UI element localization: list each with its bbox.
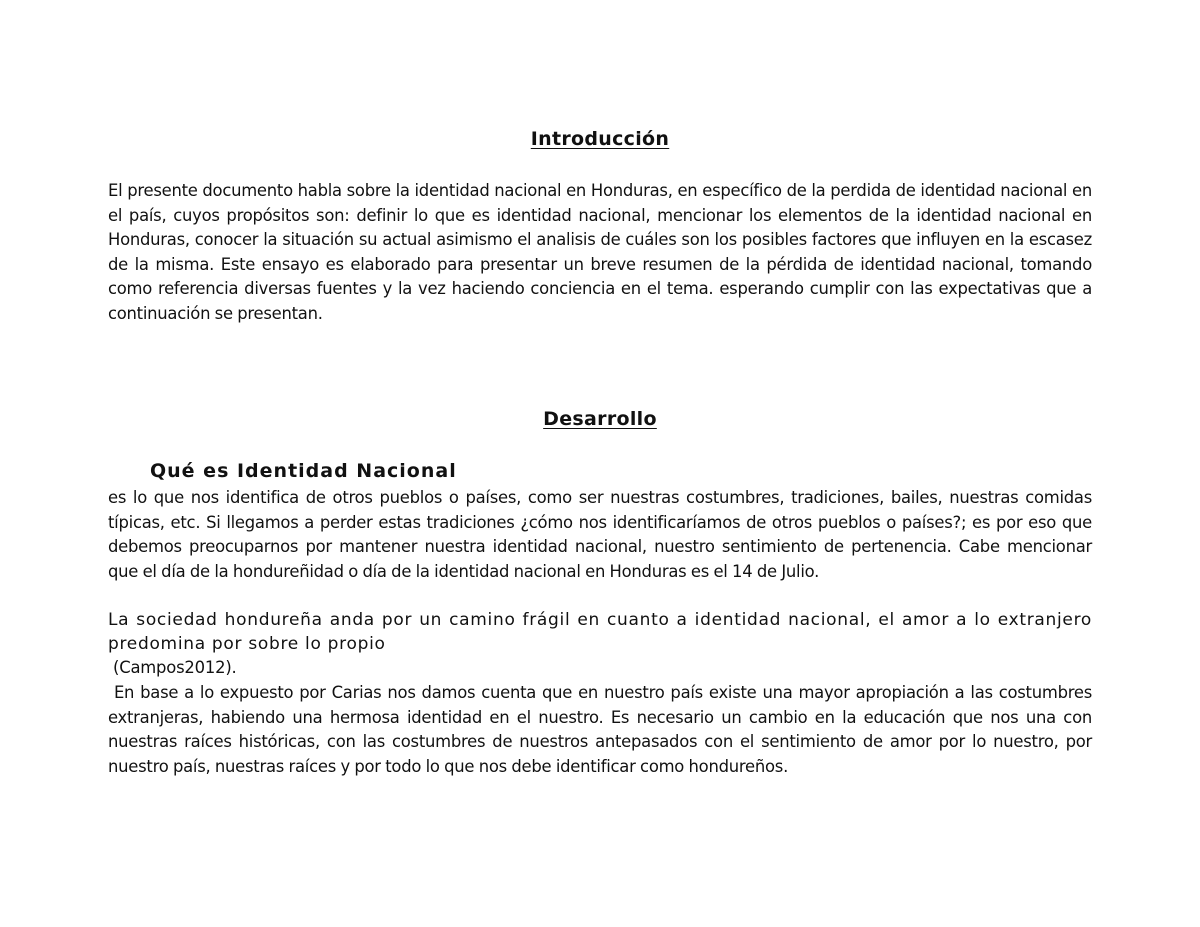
citation: (Campos2012). xyxy=(108,658,237,677)
identity-definition-paragraph: es lo que nos identifica de otros pueblos o países, como ser nuestras costumbres, tradiciones, bailes, nuestras comidas típicas, etc. Si llegamos a perder estas tradiciones ¿cómo nos identificaríamos de otros pueblos o países?; es por eso que debemos preocuparnos por mantener nuestra identidad nacional, nuestro sentimiento de pertenencia. Cabe mencionar que el día de la hondureñidad o día de la identidad nacional en Honduras es el 14 de Julio. xyxy=(108,488,1092,581)
intro-paragraph: El presente documento habla sobre la identidad nacional en Honduras, en específico de la perdida de identidad nacional en el país, cuyos propósitos son: definir lo que es identidad nacional, mencionar los elementos de la identidad nacional en Honduras, conocer la situación su actual asimismo el analisis de cuáles son los posibles factores que influyen en la escasez de la misma. Este ensayo es elaborado para presentar un breve resumen de la pérdida de identidad nacional, tomando como referencia diversas fuentes y la vez haciendo conciencia en el tema. esperando cumplir con las expectativas que a continuación se presentan. xyxy=(108,181,1092,323)
identity-subheading: Qué es Identidad Nacional xyxy=(150,460,457,482)
development-heading: Desarrollo xyxy=(543,408,657,430)
conclusion-paragraph: En base a lo expuesto por Carias nos damos cuenta que en nuestro país existe una mayor apropiación a las costumbres extranjeras, habiendo una hermosa identidad en el nuestro. Es necesario un cambio en la educación que nos una con nuestras raíces históricas, con las costumbres de nuestros antepasados con el sentimiento de amor por lo nuestro, por nuestro país, nuestras raíces y por todo lo que nos debe identificar como hondureños. xyxy=(108,683,1097,776)
intro-heading: Introducción xyxy=(530,128,670,150)
quote-paragraph: La sociedad hondureña anda por un camino frágil en cuanto a identidad nacional, el amor a lo extranjero predomina por sobre lo propio xyxy=(108,610,1092,654)
